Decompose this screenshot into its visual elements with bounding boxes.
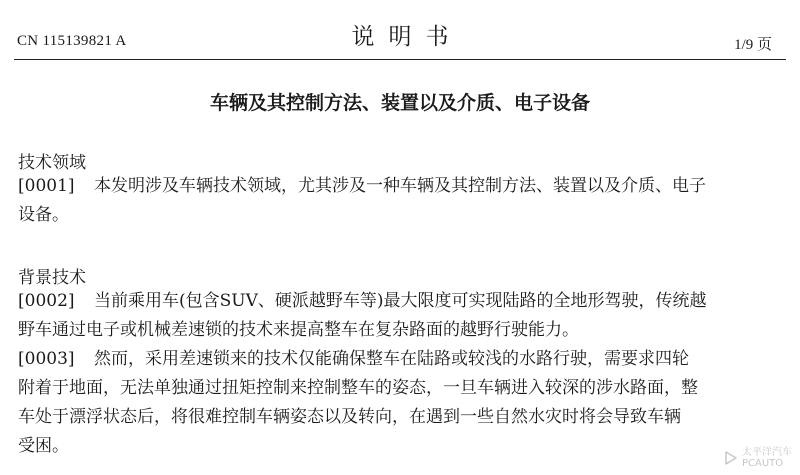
paragraph-line <box>18 201 778 230</box>
paragraph-number: [0001] <box>18 176 75 196</box>
paragraph-0003 <box>18 345 778 461</box>
paragraph-line <box>18 345 778 374</box>
paragraph-line <box>18 287 778 316</box>
paragraph-text: 当前乘用车(包含SUV、硬派越野车等)最大限度可实现陆路的全地形驾驶，传统越 <box>94 291 707 311</box>
paragraph-text: 受困。 <box>18 436 69 456</box>
paragraph-text: 设备。 <box>18 205 69 225</box>
document-title: 车辆及其控制方法、装置以及介质、电子设备 <box>209 92 590 114</box>
paragraph-text: 车处于漂浮状态后，将很难控制车辆姿态以及转向，在遇到一些自然水灾时将会导致车辆 <box>18 407 681 427</box>
header-rule <box>14 59 786 60</box>
paragraph-line <box>18 432 778 461</box>
paragraph-text: 本发明涉及车辆技术领域，尤其涉及一种车辆及其控制方法、装置以及介质、电子 <box>94 176 706 196</box>
watermark <box>723 447 792 469</box>
paragraph-line <box>18 403 778 432</box>
watermark-subtext: PCAUTO <box>742 458 784 469</box>
paragraph-text: 野车通过电子或机械差速锁的技术来提高整车在复杂路面的越野行驶能力。 <box>18 320 579 340</box>
section-heading-background: 背景技术 <box>18 268 86 288</box>
paragraph-line <box>18 316 778 345</box>
play-logo-icon <box>723 450 739 466</box>
paragraph-line <box>18 172 778 201</box>
paragraph-0001 <box>18 172 778 230</box>
watermark-text: 太平洋汽车 <box>742 447 792 458</box>
paragraph-text: 然而，采用差速锁来的技术仅能确保整车在陆路或较浅的水路行驶，需要求四轮 <box>94 349 689 369</box>
page-header <box>0 0 800 60</box>
paragraph-number: [0003] <box>18 349 75 369</box>
paragraph-text: 附着于地面，无法单独通过扭矩控制来控制整车的姿态，一旦车辆进入较深的涉水路面，整 <box>18 378 698 398</box>
document-type: 说明书 <box>351 24 463 50</box>
paragraph-0002 <box>18 287 778 345</box>
section-heading-technical-field: 技术领域 <box>18 153 86 173</box>
paragraph-line <box>18 374 778 403</box>
paragraph-number: [0002] <box>18 291 75 311</box>
publication-number: CN 115139821 A <box>17 33 127 49</box>
page-number: 1/9 页 <box>734 37 772 53</box>
